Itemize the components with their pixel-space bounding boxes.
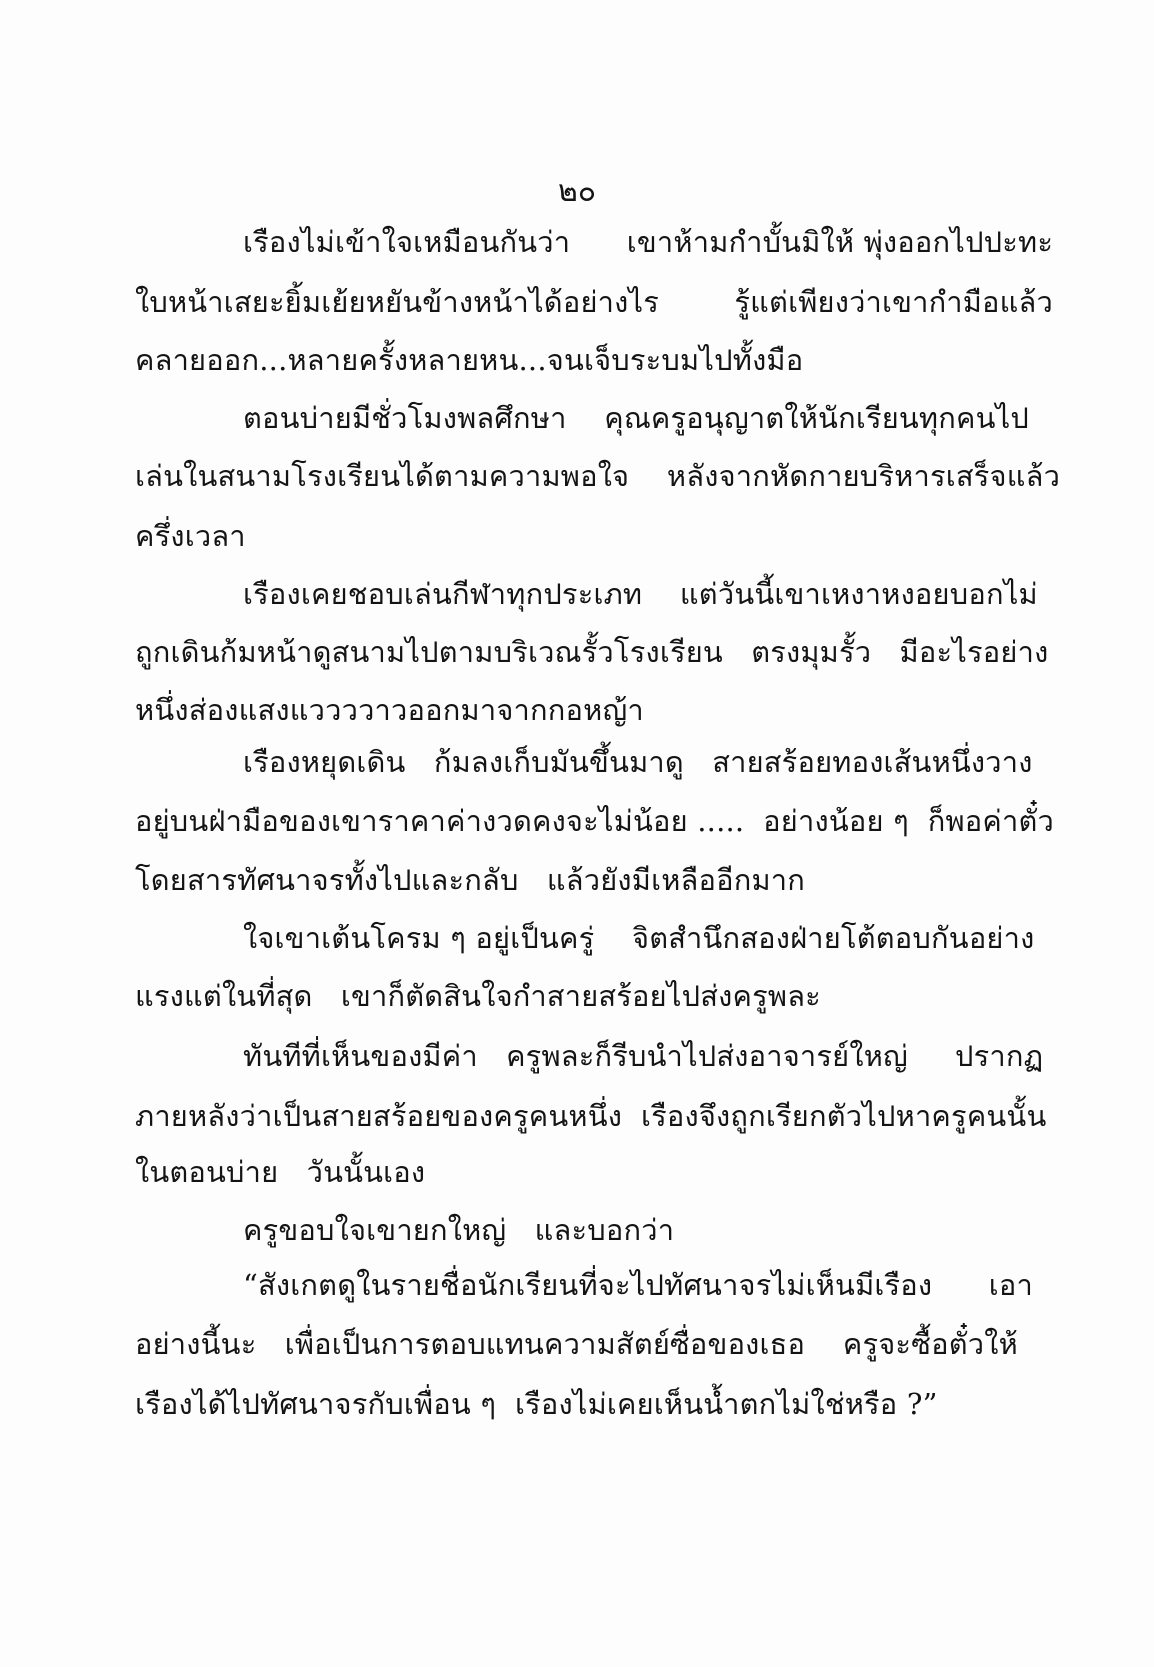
text-line: “สังเกตดูในรายชื่อนักเรียนที่จะไปทัศนาจรไม่เห็นมีเรือง เอา — [243, 1268, 1033, 1302]
text-line: ตอนบ่ายมีชั่วโมงพลศึกษา คุณครูอนุญาตให้นักเรียนทุกคนไป — [243, 401, 1030, 435]
text-line: ครูขอบใจเขายกใหญ่ และบอกว่า — [243, 1213, 675, 1247]
text-line: ในตอนบ่าย วันนั้นเอง — [135, 1155, 426, 1189]
text-line: เรืองเคยชอบเล่นกีฬาทุกประเภท แต่วันนี้เขาเหงาหงอยบอกไม่ — [243, 577, 1038, 611]
text-line: ใบหน้าเสยะยิ้มเย้ยหยันข้างหน้าได้อย่างไร รู้แต่เพียงว่าเขากำมือแล้ว — [135, 285, 1053, 319]
text-line: หนึ่งส่องแสงแววววาวออกมาจากกอหญ้า — [135, 693, 644, 727]
page-number: ๒๐ — [557, 174, 597, 209]
text-line: อย่างนี้นะ เพื่อเป็นการตอบแทนความสัตย์ซื่อของเธอ ครูจะซื้อตั๋วให้ — [135, 1327, 1018, 1361]
text-line: คลายออก...หลายครั้งหลายหน...จนเจ็บระบมไปทั้งมือ — [135, 343, 804, 377]
text-line: ครึ่งเวลา — [135, 519, 246, 553]
text-line: โดยสารทัศนาจรทั้งไปและกลับ แล้วยังมีเหลืออีกมาก — [135, 863, 806, 897]
text-line: เรืองได้ไปทัศนาจรกับเพื่อน ๆ เรืองไม่เคยเห็นน้ำตกไม่ใช่หรือ ?” — [135, 1387, 938, 1421]
text-line: อยู่บนฝ่ามือของเขาราคาค่างวดคงจะไม่น้อย ..... อย่างน้อย ๆ ก็พอค่าตั๋ว — [135, 804, 1054, 838]
text-line: เรืองหยุดเดิน ก้มลงเก็บมันขึ้นมาดู สายสร้อยทองเส้นหนึ่งวาง — [243, 745, 1033, 779]
text-line: แรงแต่ในที่สุด เขาก็ตัดสินใจกำสายสร้อยไปส่งครูพละ — [135, 979, 821, 1013]
text-line: ภายหลังว่าเป็นสายสร้อยของครูคนหนึ่ง เรืองจึงถูกเรียกตัวไปหาครูคนนั้น — [135, 1099, 1047, 1133]
text-line: เล่นในสนามโรงเรียนได้ตามความพอใจ หลังจากหัดกายบริหารเสร็จแล้ว — [135, 459, 1061, 493]
text-line: ใจเขาเต้นโครม ๆ อยู่เป็นครู่ จิตสำนึกสองฝ่ายโต้ตอบกันอย่าง — [243, 921, 1035, 955]
text-line: ถูกเดินก้มหน้าดูสนามไปตามบริเวณรั้วโรงเรียน ตรงมุมรั้ว มีอะไรอย่าง — [135, 635, 1049, 669]
text-line: เรืองไม่เข้าใจเหมือนกันว่า เขาห้ามกำบั้นมิให้ พุ่งออกไปปะทะ — [243, 225, 1054, 259]
text-line: ทันทีที่เห็นของมีค่า ครูพละก็รีบนำไปส่งอาจารย์ใหญ่ ปรากฏ — [243, 1039, 1044, 1073]
